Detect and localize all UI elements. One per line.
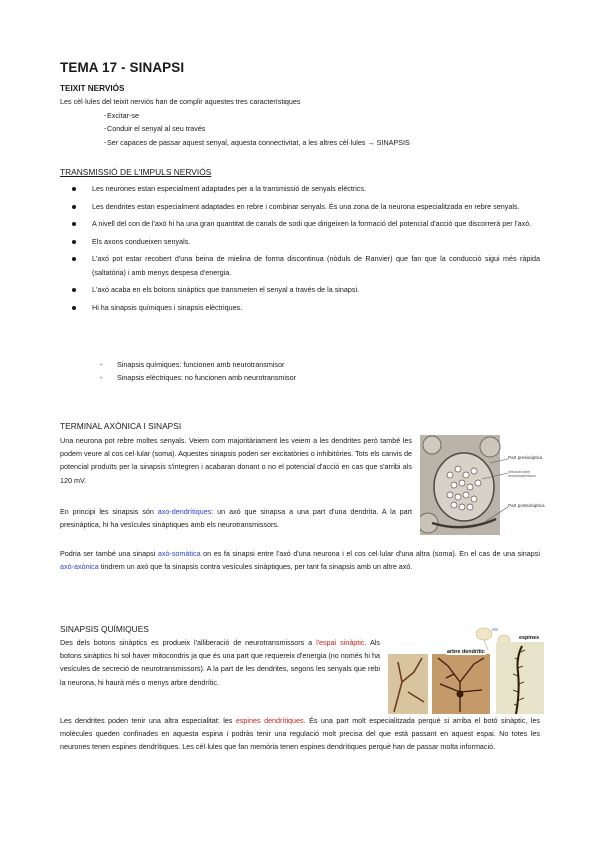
list-item: - Excitar-se — [104, 111, 139, 120]
term-axo-dendritiques: axo-dendrítiques — [157, 507, 212, 516]
synapse-micrograph-figure — [420, 435, 545, 535]
teixit-list — [60, 109, 540, 149]
quimiques-paragraph-1: Des dels botons sinàptics es produeix l'alliberació de neurotransmissors a l'espai sinàptic. Als botons sinàptics hi sol haver mitocondris ja que és una part que requereix d'energia (no només hi ha vesícules de secreció de neurotransmissors). A la part de les dendrites, segons les senyals que rebi la neurona, hi haurà més o menys arbre dendrític. — [60, 638, 380, 687]
list-item: L'axó pot estar recobert d'una beina de mielina de forma discontinua (nòduls de Ranvier) que fan que la conducció sigui més ràpida (saltatòria) i amb menys despesa d'energia. — [60, 252, 540, 278]
label-postsynaptic: Part postsinàptica — [508, 503, 545, 508]
label-espines: espines — [519, 635, 540, 641]
list-item: - Conduir el senyal al seu través — [104, 124, 206, 134]
synapse-micrograph — [420, 435, 542, 535]
term-espines-dendritiques: espines dendrítiques — [235, 716, 304, 725]
term-espai-sinaptic: l'espai sinàptic — [316, 638, 365, 647]
list-item: L'axó acaba en els botons sinàptics que transmeten el senyal a través de la sinapsi. — [60, 283, 540, 296]
teixit-intro: Les cèl·lules del teixit nerviós han de complir aquestes tres característiques — [60, 97, 301, 106]
transmissio-bullets — [60, 182, 540, 318]
sinapsis-types-list — [60, 358, 540, 385]
term-axo-somatica: axó-somàtica — [157, 549, 201, 558]
section-heading-quimiques: SINAPSIS QUÍMIQUES — [60, 624, 149, 634]
terminal-paragraph-2: En principi les sinapsis són axo-dendrítiques: un axó que sinapsa a una part d'una dendrita. A la part presinàptica, hi ha vesícules sinàptiques amb els neurotransmissors. — [60, 507, 412, 530]
bouton-outline — [434, 453, 494, 521]
list-item: Els axons condueixen senyals. — [60, 235, 540, 248]
section-heading-terminal: TERMINAL AXÒNICA I SINAPSI — [60, 421, 182, 431]
label-arbre-dendritic: arbre dendrític — [447, 649, 485, 655]
list-item: Les dendrites estan especialment adaptades en rebre i combinar senyals. És una zona de la neurona especialitzada en rebre senyals. — [60, 200, 540, 213]
list-item: Hi ha sinapsis químiques i sinapsis elèctriques. — [60, 301, 540, 314]
label-vesicles: Vesícules amb neurotransmissors — [508, 470, 536, 479]
label-presynaptic: Part presinàptica — [508, 455, 543, 460]
dendrite-figure — [388, 622, 544, 714]
terminal-paragraph-3: Podria ser també una sinapsi axó-somàtica on es fa sinapsi entre l'axó d'una neurona i el cos cel·lular d'una altra (soma). En el cas de una sinapsi axó-axònica tindrem un axó que fa sinapsis contra vesícules sinàptiques, per tant fa sinapsis amb un altre axó. — [60, 549, 540, 572]
list-item: - Sinapsis elèctriques: no funcionen amb neurotransmisor — [100, 373, 296, 383]
list-item: A nivell del con de l'axó hi ha una gran quantitat de canals de sodi que dirigeixen la formació del potencial d'acció que discorrerà per l'axó. — [60, 217, 540, 230]
list-item: Les neurones estan especialment adaptades per a la transmissió de senyals elèctrics. — [60, 182, 540, 195]
terminal-paragraph-1: Una neurona pot rebre moltes senyals. Veiem com majoritàriament les veiem a les dendrites però també les podem veure al cos cel·lular (soma). Aquestes sinapsis poden ser excitatòries o inhibitòries. Tots els canvis de potencial produïts per la sinapsis s'integren i acabaran donant o no el potencial d'acció en cas que s'arribi als 120 mV. — [60, 436, 412, 485]
term-axo-axonica: axó-axònica — [60, 562, 99, 572]
section-heading-transmissio: TRANSMISSIÓ DE L'IMPULS NERVIÓS — [60, 167, 212, 177]
photo-panel-1 — [388, 654, 428, 714]
page-title: TEMA 17 - SINAPSI — [60, 60, 185, 75]
list-item: - Ser capaces de passar aquest senyal, aquesta connectivitat, a les altres cèl·lules → SINAPSIS — [104, 137, 410, 147]
section-heading-teixit: TEIXIT NERVIÓS — [60, 84, 125, 93]
list-item: - Sinapsis químiques: funcionen amb neurotransmisor — [100, 360, 285, 369]
quimiques-paragraph-2: Les dendrites poden tenir una altra especialitat: les espines dendrítiques. És una part molt especialitzada perquè si arriba el botó sinàptic, les molècules queden confinades en aquesta espina i podràs tenir una regulació molt precisa del que està passant en aquest espai. No totes les neurones tenen espines dendrítiques. Les cèl·lules que fan memòria tenen espines dendrítiques perquè han de passar molta informació. — [60, 716, 540, 752]
